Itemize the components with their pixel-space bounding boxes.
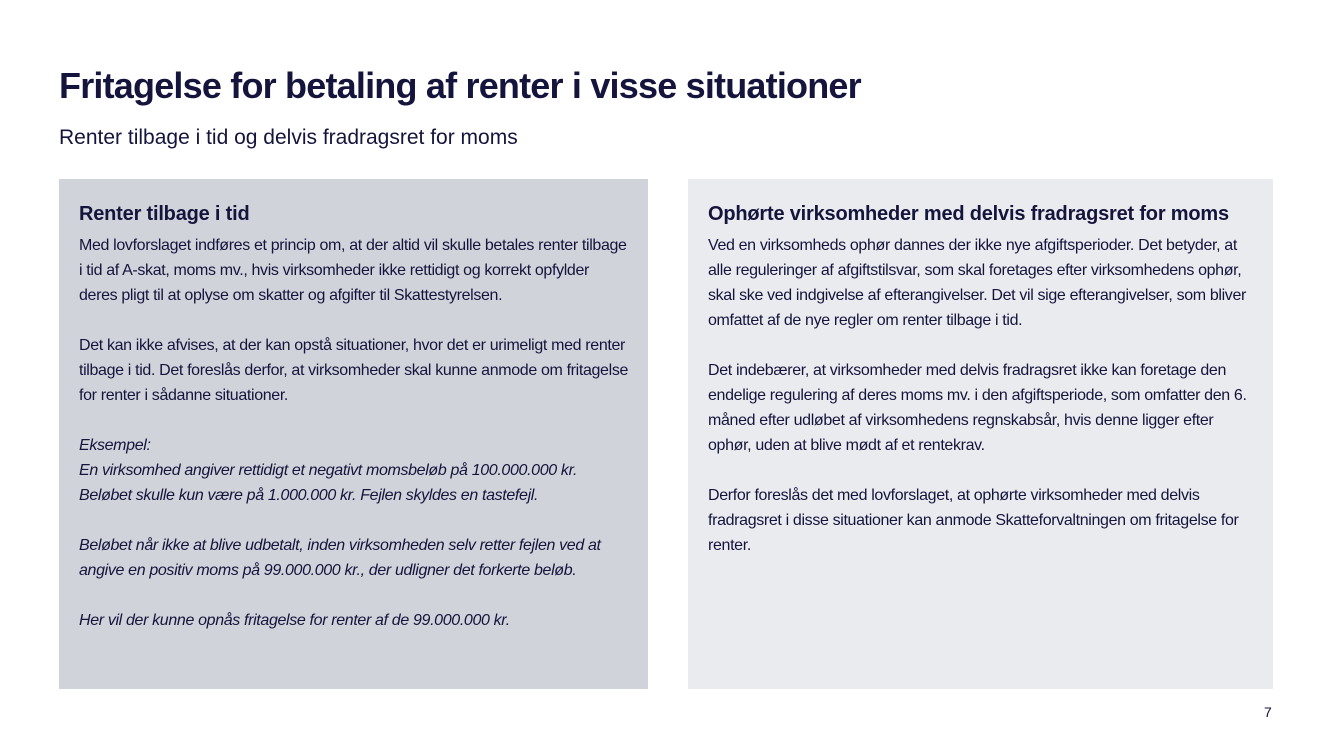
example-label: Eksempel:	[79, 437, 151, 454]
right-panel-paragraph-3: Derfor foreslås det med lovforslaget, at ophørte virksomheder med delvis fradragsret i disse situationer kan anmode Skatteforvaltningen om fritagelse for renter.	[708, 487, 1239, 554]
left-panel-paragraph-1: Med lovforslaget indføres et princip om, at der altid vil skulle betales renter tilbage i tid af A-skat, moms mv., hvis virksomheder ikke rettidigt og korrekt opfylder deres pligt til at oplyse om skatter og afgifter til Skattestyrelsen.	[79, 237, 627, 304]
example-text-1: En virksomhed angiver rettidigt et negativt momsbeløb på 100.000.000 kr. Beløbet skulle kun være på 1.000.000 kr. Fejlen skyldes en tastefejl.	[79, 462, 578, 504]
right-panel-paragraph-2: Det indebærer, at virksomheder med delvis fradragsret ikke kan foretage den endelige regulering af deres moms mv. i den afgiftsperiode, som omfatter den 6. måned efter udløbet af virksomhedens regnskabsår, hvis denne ligger efter ophør, uden at blive mødt af et rentekrav.	[708, 362, 1247, 454]
right-panel-paragraph-1: Ved en virksomheds ophør dannes der ikke nye afgiftsperioder. Det betyder, at alle reguleringer af afgiftstilsvar, som skal foretages efter virksomhedens ophør, skal ske ved indgivelse af efterangivelser. Det vil sige efterangivelser, som bliver omfattet af de nye regler om renter tilbage i tid.	[708, 237, 1246, 329]
slide-title: Fritagelse for betaling af renter i visse situationer	[59, 65, 861, 106]
example-text-3: Her vil der kunne opnås fritagelse for renter af de 99.000.000 kr.	[79, 612, 510, 629]
slide-subtitle: Renter tilbage i tid og delvis fradragsret for moms	[59, 126, 518, 149]
right-panel-heading: Ophørte virksomheder med delvis fradragsret for moms	[708, 203, 1229, 225]
left-panel-paragraph-2: Det kan ikke afvises, at der kan opstå situationer, hvor det er urimeligt med renter tilbage i tid. Det foreslås derfor, at virksomheder skal kunne anmode om fritagelse for renter i sådanne situationer.	[79, 337, 629, 404]
left-panel	[59, 179, 648, 689]
page-number: 7	[1264, 704, 1272, 720]
right-panel	[688, 179, 1273, 689]
example-text-2: Beløbet når ikke at blive udbetalt, inden virksomheden selv retter fejlen ved at angive en positiv moms på 99.000.000 kr., der udligner det forkerte beløb.	[79, 537, 601, 579]
example-block	[79, 433, 628, 508]
left-panel-heading: Renter tilbage i tid	[79, 203, 250, 225]
